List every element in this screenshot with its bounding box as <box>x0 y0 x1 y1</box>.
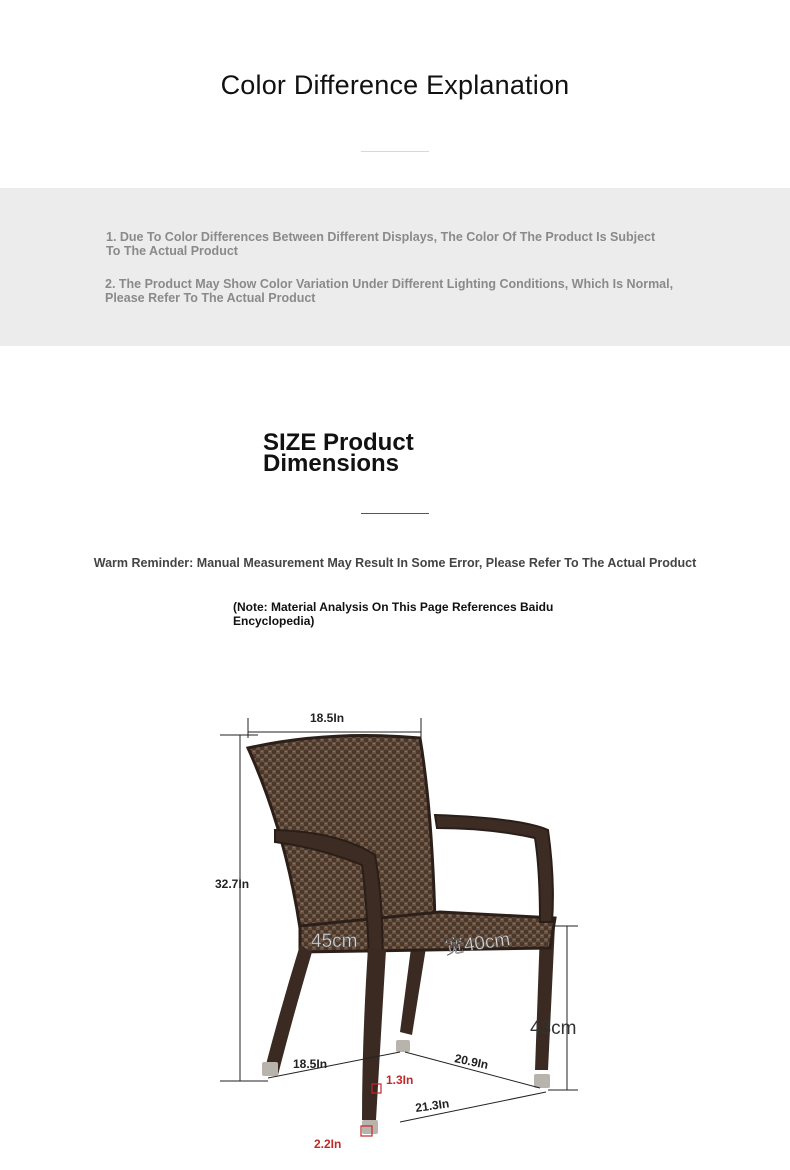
color-note-1: 1. Due To Color Differences Between Different Displays, The Color Of The Product Is Subject To The Actual Product <box>106 230 656 258</box>
height-label: 32.7In <box>215 877 250 891</box>
foot-cap <box>534 1074 550 1088</box>
color-section-title: Color Difference Explanation <box>220 70 570 100</box>
base-left-label: 18.5In <box>293 1057 328 1071</box>
foot-cap <box>396 1040 410 1052</box>
base-front-label: 21.3In <box>414 1096 451 1115</box>
foot-cap <box>362 1120 378 1134</box>
reference-note: (Note: Material Analysis On This Page References Baidu Encyclopedia) <box>233 600 554 628</box>
color-note-2: 2. The Product May Show Color Variation Under Different Lighting Conditions, Which Is Normal, Please Refer To The Actual Product <box>105 277 674 305</box>
seat-width-label: 宽40cm <box>443 929 512 959</box>
foot-large-label: 2.2In <box>314 1137 342 1151</box>
seat-height-label: 43cm <box>530 1018 577 1039</box>
color-notes-band <box>0 188 790 346</box>
size-section-title: SIZE Product Dimensions <box>263 429 414 477</box>
base-right-label: 20.9In <box>453 1051 490 1073</box>
measurement-reminder: Warm Reminder: Manual Measurement May Result In Some Error, Please Refer To The Actual Product <box>93 556 697 570</box>
size-title-divider <box>361 513 429 514</box>
foot-small-label: 1.3In <box>386 1073 414 1087</box>
top-width-label: 18.5In <box>310 711 345 725</box>
title-divider <box>361 151 429 152</box>
seat-depth-label: 45cm <box>311 931 358 952</box>
chair-dimension-diagram <box>0 690 790 1170</box>
foot-cap <box>262 1062 278 1076</box>
